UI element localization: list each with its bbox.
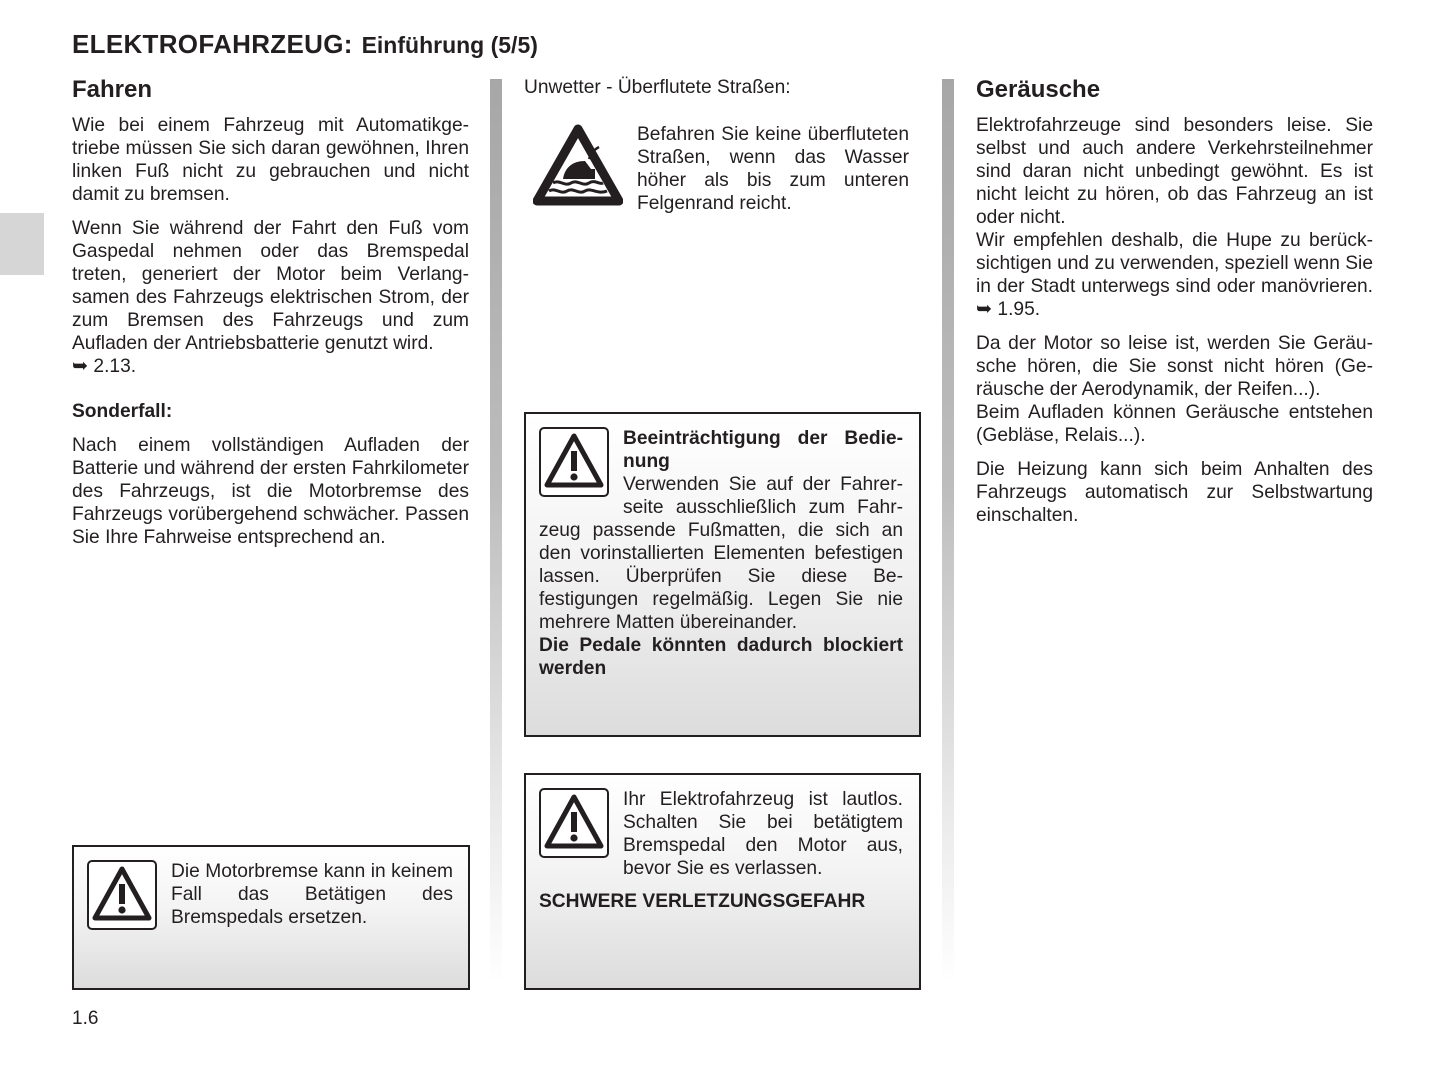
warning-icon	[539, 427, 609, 497]
warning-title-pedals: Beeinträchtigung der Bedienung	[623, 428, 903, 472]
fahren-paragraph-1: Wie bei einem Fahrzeug mit Automatikgetriebe müssen Sie sich daran gewöhnen, Ihren linken Fuß nicht zu gebrauchen und nicht damit zu bremsen.	[72, 115, 469, 205]
title-sub: Einführung (5/5)	[361, 32, 538, 58]
warning-text-motorbremse: Die Motorbremse kann in keinem Fall das Betätigen des Bremspedals ersetzen.	[171, 861, 453, 928]
flooded-road-warning-icon	[533, 123, 623, 207]
sonderfall-subheading: Sonderfall:	[72, 401, 173, 422]
geraeusche-paragraph-1: Elektrofahrzeuge sind besonders leise. Sie selbst und auch andere Verkehrsteilnehmer sind daran nicht unbedingt gewöhnt. Es ist nicht leicht zu hören, ob das Fahrzeug an ist oder nicht.	[976, 115, 1373, 228]
fahren-heading: Fahren	[72, 76, 153, 103]
sonderfall-paragraph: Nach einem vollständigen Aufladen der Batterie und während der ersten Fahrkilometer des Fahrzeugs, ist die Motorbremse des Fahrzeugs vorübergehend schwächer. Passen Sie Ihre Fahrweise entsprechend an.	[72, 435, 469, 548]
reference-link-1-95[interactable]: ➥ 1.95.	[976, 299, 1041, 320]
warning-icon	[87, 860, 157, 930]
flood-text: Befahren Sie keine überfluteten Straßen, wenn das Wasser höher als bis zum unteren Felgenrand reicht.	[637, 124, 909, 214]
page-number: 1.6	[72, 1008, 99, 1029]
fahren-paragraph-2	[72, 217, 469, 378]
geraeusche-paragraph-2b: Beim Aufladen können Geräusche entstehen (Gebläse, Relais...).	[976, 402, 1373, 446]
left-column	[72, 76, 469, 560]
title-main: ELEKTROFAHRZEUG:	[72, 29, 353, 59]
warning-emphasis-silent: SCHWERE VERLETZUNGSGEFAHR	[539, 891, 866, 912]
column-divider-right	[942, 79, 954, 984]
warning-emphasis-pedals: Die Pedale könnten dadurch blockiert werden	[539, 635, 903, 679]
warning-icon	[539, 788, 609, 858]
geraeusche-paragraph-1b	[976, 229, 1373, 321]
geraeusche-paragraph-2: Da der Motor so leise ist, werden Sie Geräusche hören, die Sie sonst nicht hören (Geräusche der Aerodynamik, der Reifen...).	[976, 333, 1373, 400]
warning-box-pedals	[524, 412, 921, 737]
flood-heading: Unwetter - Überflutete Straßen:	[524, 77, 791, 98]
fahren-paragraph-2-text: Wenn Sie während der Fahrt den Fuß vom Gaspedal nehmen oder das Bremspedal treten, generiert der Motor beim Verlangsamen des Fahrzeugs elektrischen Strom, der zum Bremsen des Fahrzeugs und zum Aufladen der Antriebsbatterie genutzt wird.	[72, 218, 469, 354]
reference-link-2-13[interactable]: ➥ 2.13.	[72, 356, 137, 377]
geraeusche-paragraph-3: Die Heizung kann sich beim Anhalten des Fahrzeugs automatisch zur Selbstwartung einschalten.	[976, 459, 1373, 526]
column-divider-left	[490, 79, 502, 984]
chapter-tab	[0, 213, 44, 275]
page-title	[72, 24, 538, 61]
geraeusche-paragraph-1b-text: Wir empfehlen deshalb, die Hupe zu berücksichtigen und zu verwenden, speziell wenn Sie in der Stadt unterwegs sind oder manövrieren.	[976, 230, 1373, 297]
warning-box-motorbremse	[72, 845, 470, 990]
warning-text-pedals: Verwenden Sie auf der Fahrerseite ausschließlich zum Fahrzeug passende Fußmatten, die sich an den vorinstallierten Elementen befestigen lassen. Überprüfen Sie diese Befestigungen regelmäßig. Legen Sie nie mehrere Matten übereinander.	[539, 474, 903, 633]
warning-text-silent: Ihr Elektrofahrzeug ist lautlos. Schalten Sie bei betätigtem Bremspedal den Motor aus, bevor Sie es verlassen.	[623, 789, 903, 879]
warning-box-silent	[524, 773, 921, 990]
geraeusche-heading: Geräusche	[976, 76, 1101, 103]
right-column	[976, 76, 1373, 538]
